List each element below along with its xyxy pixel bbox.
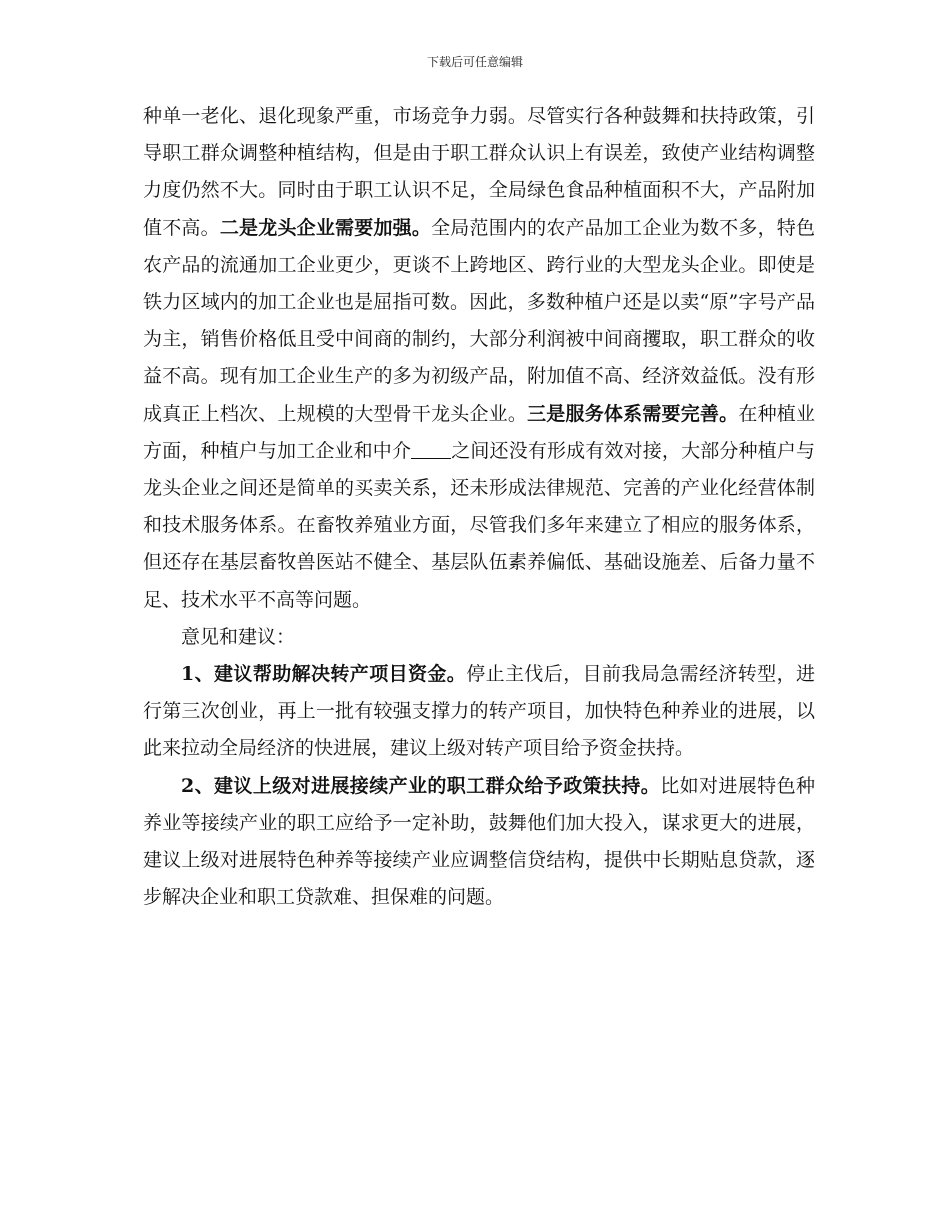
- paragraph-problems: [143, 98, 815, 619]
- heading-leading-enterprises: 二是龙头企业需要加强。: [219, 216, 432, 239]
- suggestion-1-text: 停止主伐后，目前我局急需经济转型，进行第三次创业，再上一批有较强支撑力的转产项目，加快特色种养业的进展，以此来拉动全局经济的快进展，建议上级对转产项目给予资金扶持。: [143, 663, 815, 760]
- suggestion-1-title: 1、建议帮助解决转产项目资金。: [181, 663, 467, 686]
- page-header: 下载后可任意编辑: [426, 55, 523, 69]
- problem-text-1: 种单一老化、退化现象严重，市场竞争力弱。尽管实行各种鼓舞和扶持政策，引导职工群众调整种植结构，但是由于职工群众认识上有误差，致使产业结构调整力度仍然不大。同时由于职工认识不足，全局绿色食品种植面积不大，产品附加值不高。: [143, 105, 815, 239]
- suggestion-2-text: 比如对进展特色种养业等接续产业的职工应给予一定补助，鼓舞他们加大投入，谋求更大的进展，建议上级对进展特色种养等接续产业应调整信贷结构，提供中长期贴息贷款，逐步解决企业和职工贷款难、担保难的问题。: [143, 774, 815, 909]
- problem-text-2: 全局范围内的农产品加工企业为数不多，特色农产品的流通加工企业更少，更谈不上跨地区、跨行业的大型龙头企业。即使是铁力区域内的加工企业也是屈指可数。因此，多数种植户还是以卖“原”字号产品为主，销售价格低且受中间商的制约，大部分利润被中间商攫取，职工群众的收益不高。现有加工企业生产的多为初级产品，附加值不高、经济效益低。没有形成真正上档次、上规模的大型骨干龙头企业。: [143, 216, 815, 425]
- paragraph-suggestion-2: [143, 768, 815, 917]
- blank-underline: [411, 439, 451, 459]
- paragraph-suggestion-1: [143, 656, 815, 768]
- heading-service-system: 三是服务体系需要完善。: [527, 402, 739, 425]
- document-body: [143, 98, 815, 916]
- problem-text-3: 在种植业方面，种植户与加工企业和中介: [143, 402, 815, 462]
- suggestion-2-title: 2、建议上级对进展接续产业的职工群众给予政策扶持。: [181, 774, 661, 797]
- problem-text-4: 之间还没有形成有效对接，大部分种植户与龙头企业之间还是简单的买卖关系，还未形成法律规范、完善的产业化经营体制和技术服务体系。在畜牧养殖业方面，尽管我们多年来建立了相应的服务体系，但还存在基层畜牧兽医站不健全、基层队伍素养偏低、基础设施差、后备力量不足、技术水平不高等问题。: [143, 439, 815, 611]
- paragraph-suggestions-heading: 意见和建议：: [181, 625, 296, 648]
